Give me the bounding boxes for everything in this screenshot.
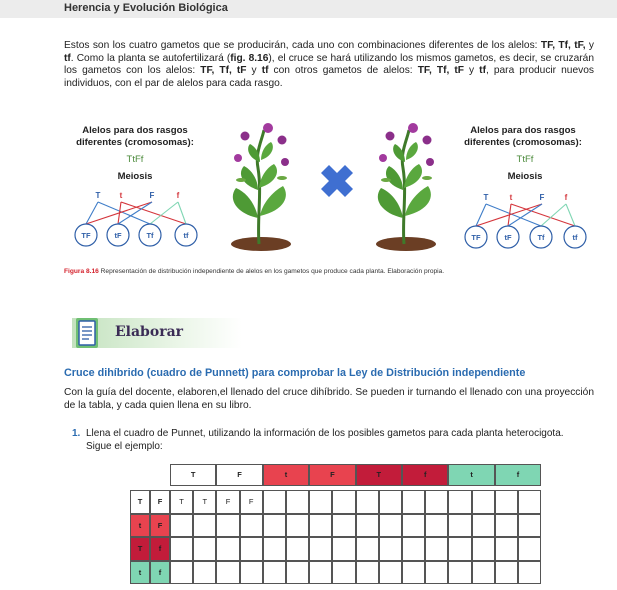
figure-caption xyxy=(64,268,444,275)
intro-text: Estos son los cuatro gametos que se producirán, cada uno con combinaciones diferentes de los alelos: xyxy=(64,40,541,51)
punnett-cell[interactable] xyxy=(332,537,355,561)
right-allele-T: T xyxy=(483,193,489,202)
caption-label: Figura 8.16 xyxy=(64,268,99,275)
document-icon xyxy=(76,318,98,348)
gamete-Tf: Tf xyxy=(537,233,545,242)
punnett-cell[interactable] xyxy=(379,537,402,561)
gamete-Tf: Tf xyxy=(146,231,154,240)
punnett-cell[interactable] xyxy=(402,514,425,538)
caption-text: Representación de distribución independiente de alelos en los gametos que produce cada planta. Elaboración propia. xyxy=(98,268,445,275)
left-heading-1: Alelos para dos rasgos xyxy=(82,125,188,136)
punnett-cell[interactable] xyxy=(425,514,448,538)
punnett-cell[interactable] xyxy=(263,490,286,514)
punnett-cell[interactable] xyxy=(216,561,239,585)
gamete-tf: tf xyxy=(572,233,578,242)
punnett-row-allele: t xyxy=(130,514,150,538)
punnett-cell[interactable] xyxy=(425,561,448,585)
punnett-header-allele: F xyxy=(216,464,262,486)
left-gametes xyxy=(75,224,197,246)
pea-plant-illustration-left xyxy=(231,123,291,251)
punnett-cell[interactable] xyxy=(472,490,495,514)
punnett-cell[interactable] xyxy=(332,561,355,585)
punnett-cell[interactable] xyxy=(356,514,379,538)
punnett-cell[interactable] xyxy=(286,514,309,538)
punnett-row-allele: f xyxy=(150,537,170,561)
right-heading-1: Alelos para dos rasgos xyxy=(470,125,576,136)
page-header xyxy=(0,0,617,18)
intro-allele: tf xyxy=(261,65,269,77)
punnett-cell[interactable] xyxy=(332,514,355,538)
right-allele-t: t xyxy=(509,193,513,202)
instructions-paragraph: Con la guía del docente, elaboren,el llenado del cruce dihíbrido. Se pueden ir turnando el llenado con una proyección de la tabla, y cada quien llena en su libro. xyxy=(64,387,594,411)
item-text-line1: Llena el cuadro de Punnet, utilizando la información de los posibles gametos para cada planta heterocigota. xyxy=(86,428,564,439)
punnett-cell[interactable] xyxy=(402,537,425,561)
punnett-row-allele: t xyxy=(130,561,150,585)
punnett-cell[interactable] xyxy=(263,537,286,561)
cross-symbol-icon xyxy=(321,165,353,197)
punnett-cell[interactable] xyxy=(240,561,263,585)
punnett-cell[interactable] xyxy=(495,537,518,561)
punnett-cell[interactable] xyxy=(402,561,425,585)
punnett-cell[interactable] xyxy=(216,514,239,538)
punnett-cell[interactable] xyxy=(309,537,332,561)
intro-text: , para producir nuevos individuos, con el par de alelos para cada rasgo. xyxy=(64,65,594,89)
punnett-cell[interactable] xyxy=(425,490,448,514)
right-allele-F: F xyxy=(539,193,545,202)
item-number: 1. xyxy=(72,428,81,439)
intro-text: . Como la planta se autofertilizará ( xyxy=(70,52,231,64)
punnett-header-allele: T xyxy=(356,464,402,486)
punnett-cell[interactable] xyxy=(286,537,309,561)
item-text-line2: Sigue el ejemplo: xyxy=(86,440,163,452)
intro-text: con otros gametos de alelos: xyxy=(268,65,418,77)
pea-plant-illustration-right xyxy=(376,123,436,251)
punnett-square xyxy=(130,464,550,580)
punnett-cell[interactable] xyxy=(309,561,332,585)
punnett-cell[interactable] xyxy=(263,514,286,538)
punnett-cell[interactable] xyxy=(518,537,541,561)
punnett-cell[interactable] xyxy=(379,514,402,538)
punnett-cell[interactable] xyxy=(379,561,402,585)
punnett-cell[interactable] xyxy=(286,561,309,585)
punnett-cell[interactable] xyxy=(170,537,193,561)
left-allele-T: T xyxy=(95,191,101,200)
punnett-cell[interactable] xyxy=(356,490,379,514)
punnett-cell[interactable] xyxy=(518,561,541,585)
punnett-cell[interactable]: T xyxy=(170,490,193,514)
punnett-cell[interactable] xyxy=(425,537,448,561)
elaborar-title: Elaborar xyxy=(115,324,184,340)
intro-text: y xyxy=(588,40,594,51)
left-meiosis-label: Meiosis xyxy=(117,171,153,182)
punnett-cell[interactable] xyxy=(472,561,495,585)
punnett-header-allele: T xyxy=(170,464,216,486)
punnett-cell[interactable] xyxy=(193,514,216,538)
right-heading-2: diferentes (cromosomas): xyxy=(464,137,582,148)
punnett-cell[interactable] xyxy=(495,514,518,538)
gamete-TF: TF xyxy=(471,233,481,242)
punnett-cell[interactable] xyxy=(216,537,239,561)
punnett-cell[interactable] xyxy=(309,490,332,514)
figure-reference: fig. 8.16 xyxy=(230,52,269,64)
punnett-cell[interactable] xyxy=(518,514,541,538)
punnett-cell[interactable] xyxy=(379,490,402,514)
gamete-tf: tf xyxy=(183,231,189,240)
punnett-cell[interactable] xyxy=(448,537,471,561)
intro-paragraph: Estos son los cuatro gametos que se producirán, cada uno con combinaciones diferentes de los alelos: TF, Tf, tF, y tf. Como la planta se autofertilizará (fig. 8.16), el cruce se hará utilizando los mismos gametos, es decir, se cruzarán los gametos con los alelos: TF, Tf, tF y tf con otros gametos de alelos: TF, Tf, tF y tf, para producir nuevos individuos, con el par de alelos para cada rasgo. xyxy=(64,40,595,89)
punnett-cell[interactable] xyxy=(286,490,309,514)
right-allele-f: f xyxy=(564,193,568,202)
punnett-cell[interactable] xyxy=(472,537,495,561)
punnett-cell[interactable] xyxy=(263,561,286,585)
right-gametes xyxy=(465,226,586,248)
punnett-cell[interactable]: F xyxy=(216,490,239,514)
intro-text: y xyxy=(463,65,480,77)
intro-allele: tf xyxy=(479,65,486,77)
section-title: Cruce dihíbrido (cuadro de Punnett) para comprobar la Ley de Distribución independiente xyxy=(64,367,526,379)
punnett-row-allele: F xyxy=(150,514,170,538)
punnett-header-allele: F xyxy=(309,464,355,486)
punnett-cell[interactable] xyxy=(448,490,471,514)
intro-alleles: TF, Tf, tF xyxy=(200,65,247,77)
left-segregation-lines xyxy=(86,202,186,224)
punnett-cell[interactable] xyxy=(309,514,332,538)
gamete-TF: TF xyxy=(81,231,91,240)
punnett-cell[interactable] xyxy=(448,514,471,538)
punnett-cell[interactable] xyxy=(240,537,263,561)
punnett-header-allele: t xyxy=(448,464,494,486)
intro-alleles: TF, Tf, tF xyxy=(417,65,464,77)
punnett-header-allele: t xyxy=(263,464,309,486)
gamete-tF: tF xyxy=(114,231,122,240)
left-genotype: TtFf xyxy=(126,154,144,165)
left-heading-2: diferentes (cromosomas): xyxy=(76,137,194,148)
punnett-cell[interactable] xyxy=(402,490,425,514)
punnett-cell[interactable] xyxy=(356,561,379,585)
punnett-cell[interactable] xyxy=(356,537,379,561)
punnett-row-allele: f xyxy=(150,561,170,585)
punnett-cell[interactable] xyxy=(472,514,495,538)
punnett-cell[interactable] xyxy=(495,561,518,585)
punnett-header-allele: f xyxy=(402,464,448,486)
figure-8-16 xyxy=(0,118,617,268)
right-segregation-lines xyxy=(476,204,575,226)
right-genotype: TtFf xyxy=(516,154,534,165)
punnett-row-allele: T xyxy=(130,490,150,514)
intro-alleles: TF, Tf, tF xyxy=(540,40,583,51)
punnett-cell[interactable] xyxy=(193,561,216,585)
punnett-cell[interactable] xyxy=(332,490,355,514)
punnett-header-allele: f xyxy=(495,464,541,486)
punnett-cell[interactable] xyxy=(518,490,541,514)
punnett-cell[interactable] xyxy=(170,514,193,538)
intro-text: ), el cruce se hará utilizando los mismos gametos, es decir, se cruzarán los gametos con los alelos: xyxy=(64,52,595,77)
punnett-row-allele: F xyxy=(150,490,170,514)
punnett-row-allele: T xyxy=(130,537,150,561)
punnett-cell[interactable]: T xyxy=(193,490,216,514)
left-allele-F: F xyxy=(149,191,155,200)
punnett-cell[interactable] xyxy=(448,561,471,585)
intro-text: y xyxy=(246,65,262,77)
punnett-cell[interactable]: F xyxy=(240,490,263,514)
exercise-item-1 xyxy=(72,428,602,454)
gamete-tF: tF xyxy=(504,233,512,242)
left-allele-f: f xyxy=(176,191,180,200)
punnett-cell[interactable] xyxy=(495,490,518,514)
intro-allele: tf xyxy=(64,52,71,64)
punnett-cell[interactable] xyxy=(170,561,193,585)
right-meiosis-label: Meiosis xyxy=(507,171,543,182)
punnett-cell[interactable] xyxy=(193,537,216,561)
left-allele-t: t xyxy=(119,191,123,200)
book-title: Herencia y Evolución Biológica xyxy=(64,2,228,14)
punnett-cell[interactable] xyxy=(240,514,263,538)
